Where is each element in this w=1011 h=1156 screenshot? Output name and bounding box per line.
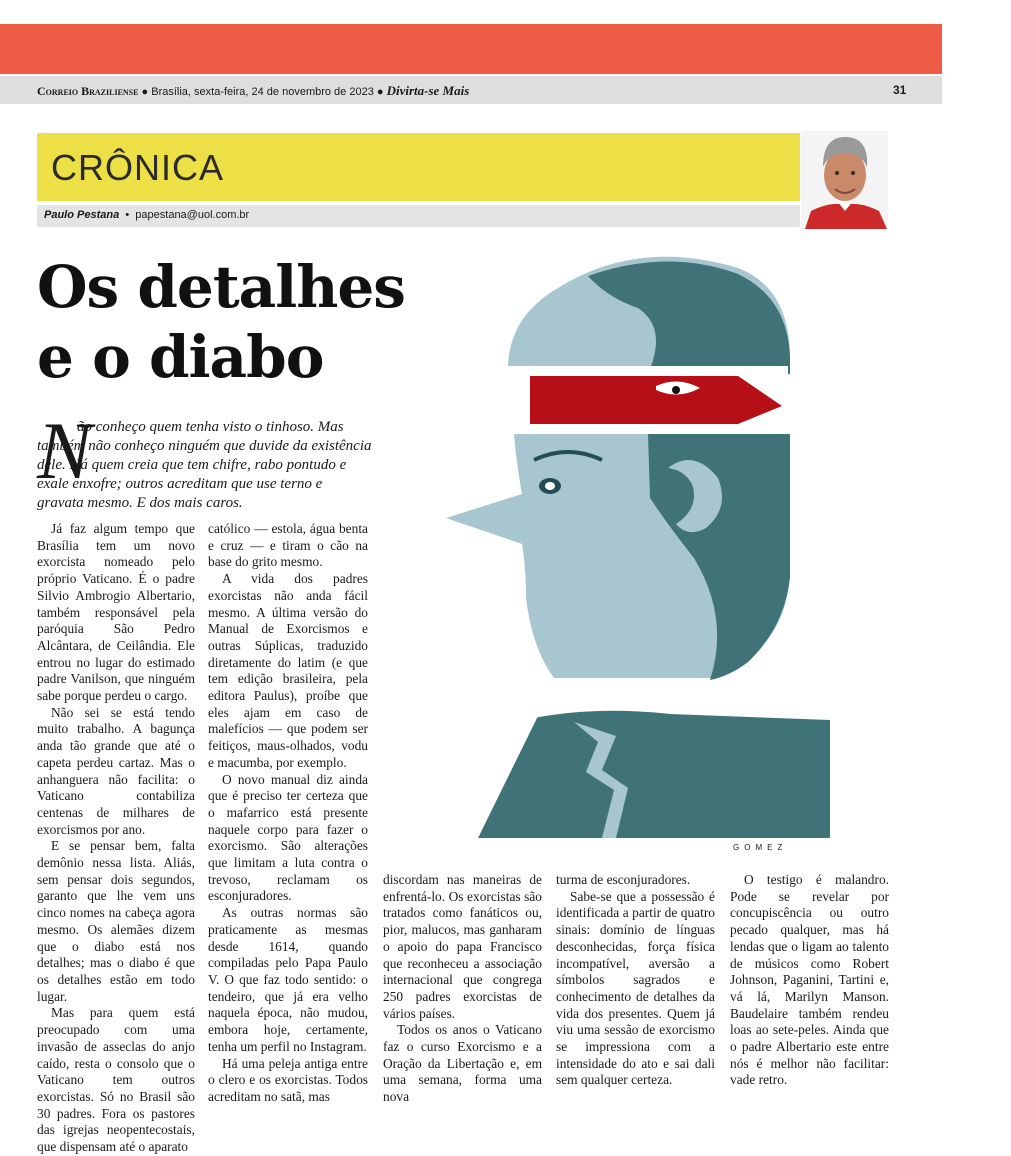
- byline-bullet: •: [122, 209, 136, 221]
- author-name: Paulo Pestana: [44, 209, 120, 221]
- newspaper-name: Correio Braziliense: [37, 84, 139, 98]
- folio-bullet: ●: [141, 86, 152, 98]
- kicker-label: CRÔNICA: [51, 147, 225, 188]
- body-paragraph: Mas para quem está preocupado com uma invasão de asseclas do anjo caído, resta o consolo que o Vaticano tem outros exorcistas. Só no Brasil são 30 padres. Fora os pastores das igrejas neopentecostais, que dispensam até o aparato: [37, 1005, 195, 1155]
- body-paragraph: Já faz algum tempo que Brasília tem um novo exorcista nomeado pelo próprio Vaticano. É o padre Silvio Ambrogio Albertario, também responsável pela paróquia São Pedro Alcântara, de Ceilândia. Ele entrou no lugar do estimado padre Vanilson, que ninguém sabe porque perdeu o cargo.: [37, 521, 195, 704]
- body-paragraph: O novo manual diz ainda que é preciso ter certeza que o mafarrico está presente naquele corpo para fazer o exorcismo. São alterações que limitam a luta contra o trevoso, reclamam os esconjuradores.: [208, 771, 368, 904]
- folio-dateline: Brasília, sexta-feira, 24 de novembro de 2023: [151, 86, 374, 98]
- body-paragraph: católico — estola, água benta e cruz — e tiram o cão na base do grito mesmo.: [208, 521, 368, 570]
- page-number: 31: [893, 83, 907, 97]
- folio-left: [37, 83, 469, 99]
- kicker-box: [37, 133, 800, 201]
- body-column: [383, 872, 542, 1106]
- headline-line: Os detalhes: [37, 253, 405, 321]
- devil-face-illustration: [438, 248, 830, 840]
- section-color-band: [0, 24, 942, 74]
- folio-bullet: ●: [376, 86, 387, 98]
- body-column: [556, 872, 715, 1089]
- body-paragraph: discordam nas maneiras de enfrentá-lo. Os exorcistas são tratados como fanáticos ou, pior, malucos, mas ganharam o apoio do papa Francisco que reconheceu a associação internacional que congrega 250 padres exorcistas de vários países.: [383, 872, 542, 1021]
- headline-line: e o diabo: [37, 323, 324, 391]
- body-column: [730, 872, 889, 1089]
- body-column: [208, 521, 368, 1106]
- author-photo: [801, 131, 888, 229]
- author-email: papestana@uol.com.br: [135, 209, 250, 221]
- body-paragraph: Sabe-se que a possessão é identificada a partir de quatro sinais: domínio de línguas desconhecidas, força física incompatível, aversão a símbolos sagrados e conhecimento de detalhes da vida dos presentes. Quem já viu uma sessão de exorcismo se impressiona com a intensidade do ato e sai dali sem qualquer certeza.: [556, 888, 715, 1088]
- lede: [37, 418, 372, 513]
- byline: [44, 209, 249, 221]
- body-paragraph: Há uma peleja antiga entre o clero e os exorcistas. Todos acreditam no satã, mas: [208, 1055, 368, 1104]
- drop-cap: N: [37, 405, 92, 496]
- body-paragraph: Todos os anos o Vaticano faz o curso Exorcismo e a Oração da Libertação e, em uma semana, forma uma nova: [383, 1022, 542, 1105]
- folio-section: Divirta-se Mais: [386, 83, 470, 98]
- lede-text: ão conheço quem tenha visto o tinhoso. Mas também não conheço ninguém que duvide da existência dele. Há quem creia que tem chifre, rabo pontudo e exale enxofre; outros acreditam que use terno e gravata mesmo. E dos mais caros.: [37, 419, 372, 511]
- illustration-credit: GOMEZ: [733, 843, 788, 852]
- page-folio: [0, 76, 942, 104]
- body-paragraph: Não sei se está tendo muito trabalho. A bagunça anda tão grande que até o capeta perdeu cartaz. Mas o anhanguera não facilita: o Vaticano contabiliza centenas de milhares de exorcismos por ano.: [37, 704, 195, 837]
- body-paragraph: turma de esconjuradores.: [556, 872, 691, 887]
- headline: [37, 252, 427, 392]
- byline-bar: [37, 205, 800, 227]
- body-paragraph: E se pensar bem, falta demônio nessa lista. Aliás, sem pensar dois segundos, garanto que lhe vem uns cinco nomes na cabeça agora mesmo. Os alemães dizem que o diabo está nos detalhes; mas o diabo é que os detalhes estão em todo lugar.: [37, 838, 195, 1004]
- body-paragraph: O testigo é malandro. Pode se revelar por concupiscência ou outro pecado qualquer, mas há lendas que o ligam ao talento de músicos como Robert Johnson, Paganini, Tartini e, vá lá, Marilyn Manson. Baudelaire também rendeu loas ao sete-peles. Ainda que o padre Albertario este entre nós é melhor não facilitar: vade retro.: [730, 872, 889, 1088]
- body-paragraph: As outras normas são praticamente as mesmas desde 1614, quando compiladas pelo Papa Paulo V. O que faz todo sentido: o tendeiro, que já era velho naquela época, não mudou, embora hoje, certamente, tenha um perfil no Instagram.: [208, 905, 368, 1054]
- body-column: [37, 521, 195, 1156]
- body-paragraph: A vida dos padres exorcistas não anda fácil mesmo. A última versão do Manual de Exorcismos e outras Súplicas, traduzido diretamente do latim (e que tem edição brasileira, pela editora Paulus), proíbe que eles ajam em caso de malefícios — que podem ser feitiços, maus-olhados, vodu e macumba, por exemplo.: [208, 571, 368, 770]
